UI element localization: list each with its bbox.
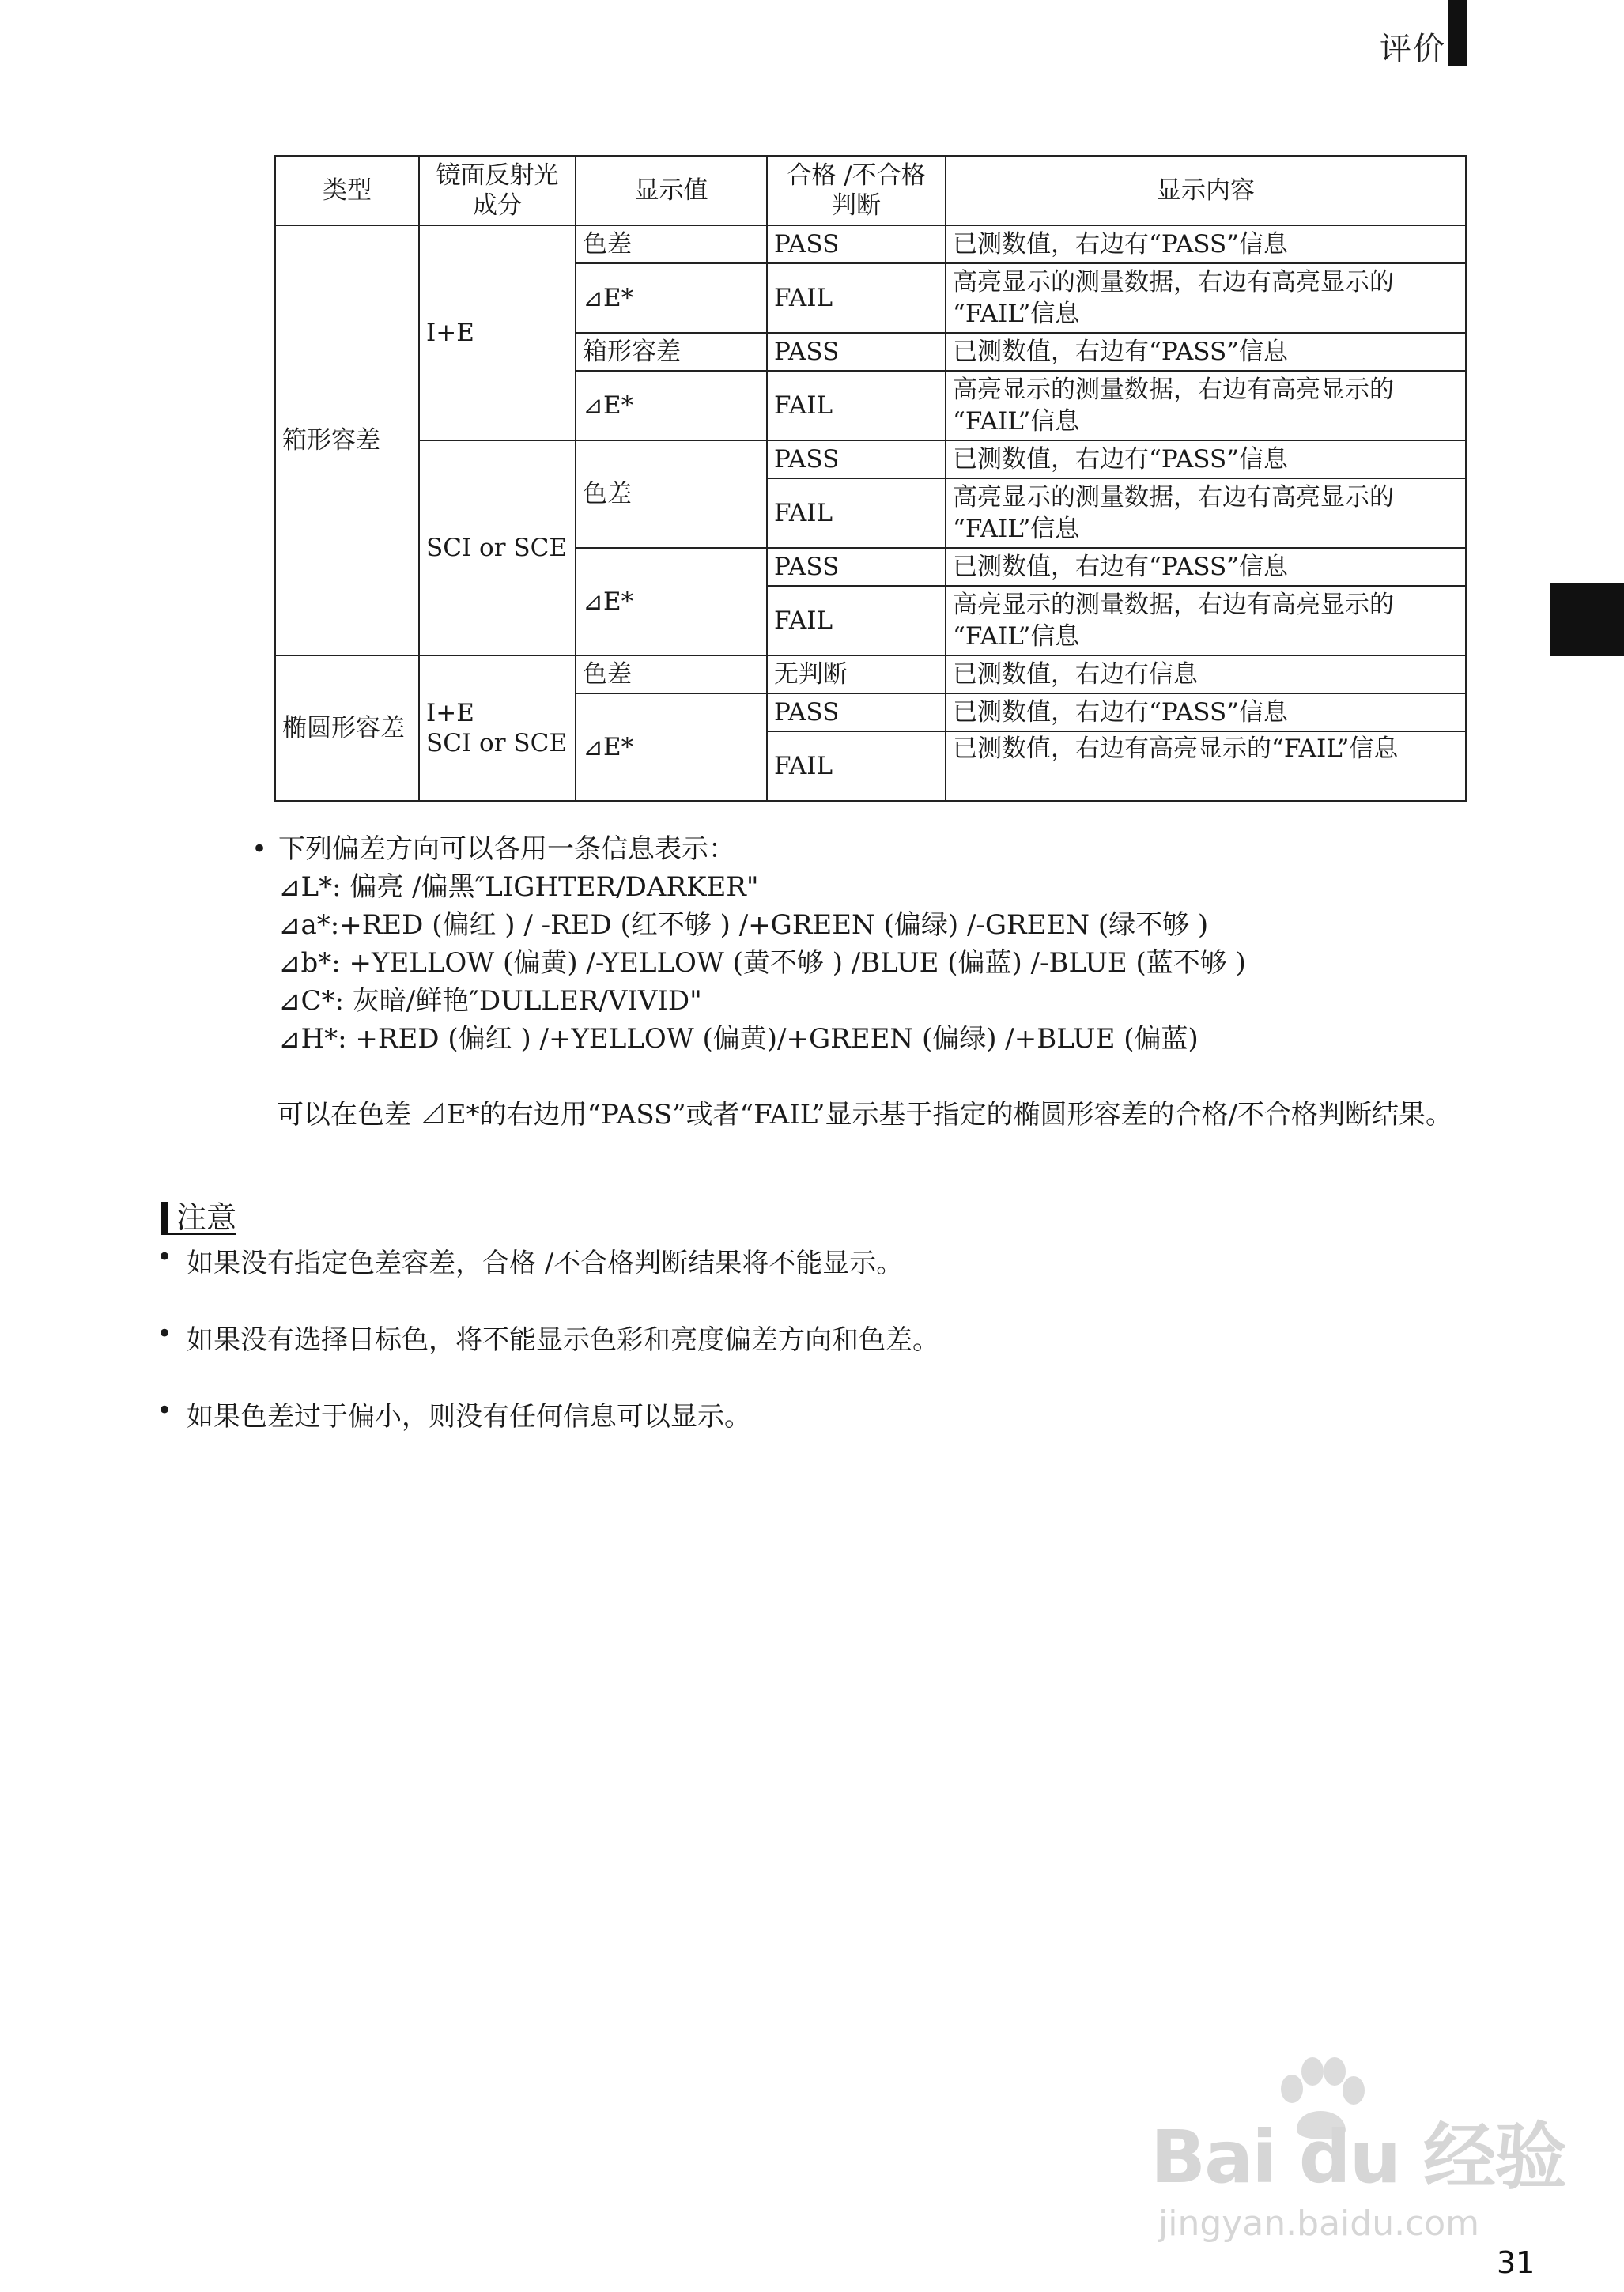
section-tab bbox=[1550, 583, 1624, 656]
judgement-fail: FAIL bbox=[767, 371, 946, 440]
content-pass: 已测数值，右边有“PASS”信息 bbox=[946, 440, 1466, 478]
deviation-line: ⊿b*: +YELLOW (偏黄) /-YELLOW (黄不够 ) /BLUE (偏蓝) /-BLUE (蓝不够 ) bbox=[278, 947, 1246, 979]
note-item: • 如果没有选择目标色，将不能显示色彩和亮度偏差方向和色差。 bbox=[157, 1318, 939, 1356]
content-pass: 已测数值，右边有“PASS”信息 bbox=[946, 693, 1466, 731]
evaluation-table bbox=[274, 155, 1467, 802]
watermark: Bai du 经验 jingyan.baidu.com bbox=[1150, 2115, 1566, 2244]
display-delta-e: ⊿E* bbox=[576, 263, 767, 333]
display-delta-e: ⊿E* bbox=[576, 371, 767, 440]
display-color-diff: 色差 bbox=[576, 655, 767, 693]
table-row bbox=[275, 225, 1466, 263]
table-header-row bbox=[275, 156, 1466, 225]
deviation-line: ⊿H*: +RED (偏红 ) /+YELLOW (偏黄)/+GREEN (偏绿) /+BLUE (偏蓝) bbox=[278, 1023, 1199, 1055]
header-type: 类型 bbox=[275, 156, 419, 225]
header-display-content: 显示内容 bbox=[946, 156, 1466, 225]
judgement-pass: PASS bbox=[767, 225, 946, 263]
content-fail: 高亮显示的测量数据，右边有高亮显示的 “FAIL”信息 bbox=[946, 371, 1466, 440]
note-item: • 如果没有指定色差容差，合格 /不合格判断结果将不能显示。 bbox=[157, 1241, 904, 1279]
bullet-icon: • bbox=[157, 1318, 173, 1350]
judgement-fail: FAIL bbox=[767, 263, 946, 333]
display-color-diff: 色差 bbox=[576, 225, 767, 263]
header-title: 评价 bbox=[1380, 31, 1446, 67]
content-fail: 高亮显示的测量数据，右边有高亮显示的 “FAIL”信息 bbox=[946, 586, 1466, 655]
type-box-tolerance: 箱形容差 bbox=[275, 225, 419, 655]
type-ellipse-tolerance: 椭圆形容差 bbox=[275, 655, 419, 801]
header-bar bbox=[1448, 0, 1467, 66]
bullet-icon: • bbox=[157, 1395, 173, 1426]
bullet-icon: • bbox=[157, 1241, 173, 1273]
content-fail: 高亮显示的测量数据，右边有高亮显示的 “FAIL”信息 bbox=[946, 478, 1466, 548]
judgement-none: 无判断 bbox=[767, 655, 946, 693]
content-pass: 已测数值，右边有“PASS”信息 bbox=[946, 225, 1466, 263]
judgement-pass: PASS bbox=[767, 333, 946, 371]
note-item: • 如果色差过于偏小，则没有任何信息可以显示。 bbox=[157, 1395, 751, 1433]
judgement-fail: FAIL bbox=[767, 586, 946, 655]
specular-sci-sce: SCI or SCE bbox=[419, 440, 576, 655]
ellipse-paragraph: 可以在色差 ⊿E*的右边用“PASS”或者“FAIL”显示基于指定的椭圆形容差的合格/不合格判断结果。 bbox=[277, 1099, 1452, 1131]
table-row bbox=[275, 655, 1466, 693]
header-display-value: 显示值 bbox=[576, 156, 767, 225]
list-item: • 下列偏差方向可以各用一条信息表示： bbox=[251, 830, 1246, 868]
judgement-pass: PASS bbox=[767, 693, 946, 731]
content-fail-single: 已测数值，右边有高亮显示的“FAIL”信息 bbox=[946, 731, 1466, 801]
display-box-tolerance: 箱形容差 bbox=[576, 333, 767, 371]
display-delta-e: ⊿E* bbox=[576, 693, 767, 801]
deviation-line: ⊿L*: 偏亮 /偏黑″LIGHTER/DARKER" bbox=[278, 871, 759, 903]
deviation-line: ⊿C*: 灰暗/鲜艳″DULLER/VIVID" bbox=[278, 985, 702, 1017]
content-pass: 已测数值，右边有“PASS”信息 bbox=[946, 548, 1466, 586]
header-specular: 镜面反射光 成分 bbox=[419, 156, 576, 225]
bullet-icon: • bbox=[251, 833, 268, 865]
content-fail: 高亮显示的测量数据，右边有高亮显示的 “FAIL”信息 bbox=[946, 263, 1466, 333]
display-delta-e: ⊿E* bbox=[576, 548, 767, 655]
header-judgement: 合格 /不合格 判断 bbox=[767, 156, 946, 225]
note-label: 注意 bbox=[161, 1202, 236, 1235]
display-color-diff: 色差 bbox=[576, 440, 767, 548]
table-row bbox=[275, 440, 1466, 478]
deviation-line: ⊿a*:+RED (偏红 ) / -RED (红不够 ) /+GREEN (偏绿) /-GREEN (绿不够 ) bbox=[278, 909, 1209, 941]
deviation-bullets bbox=[251, 830, 1246, 1058]
specular-ie-sci-sce: I+E SCI or SCE bbox=[419, 655, 576, 801]
page-number: 31 bbox=[1497, 2245, 1535, 2280]
judgement-pass: PASS bbox=[767, 548, 946, 586]
content-pass: 已测数值，右边有“PASS”信息 bbox=[946, 333, 1466, 371]
judgement-fail: FAIL bbox=[767, 731, 946, 801]
content-none: 已测数值，右边有信息 bbox=[946, 655, 1466, 693]
judgement-pass: PASS bbox=[767, 440, 946, 478]
specular-ie: I+E bbox=[419, 225, 576, 440]
judgement-fail: FAIL bbox=[767, 478, 946, 548]
